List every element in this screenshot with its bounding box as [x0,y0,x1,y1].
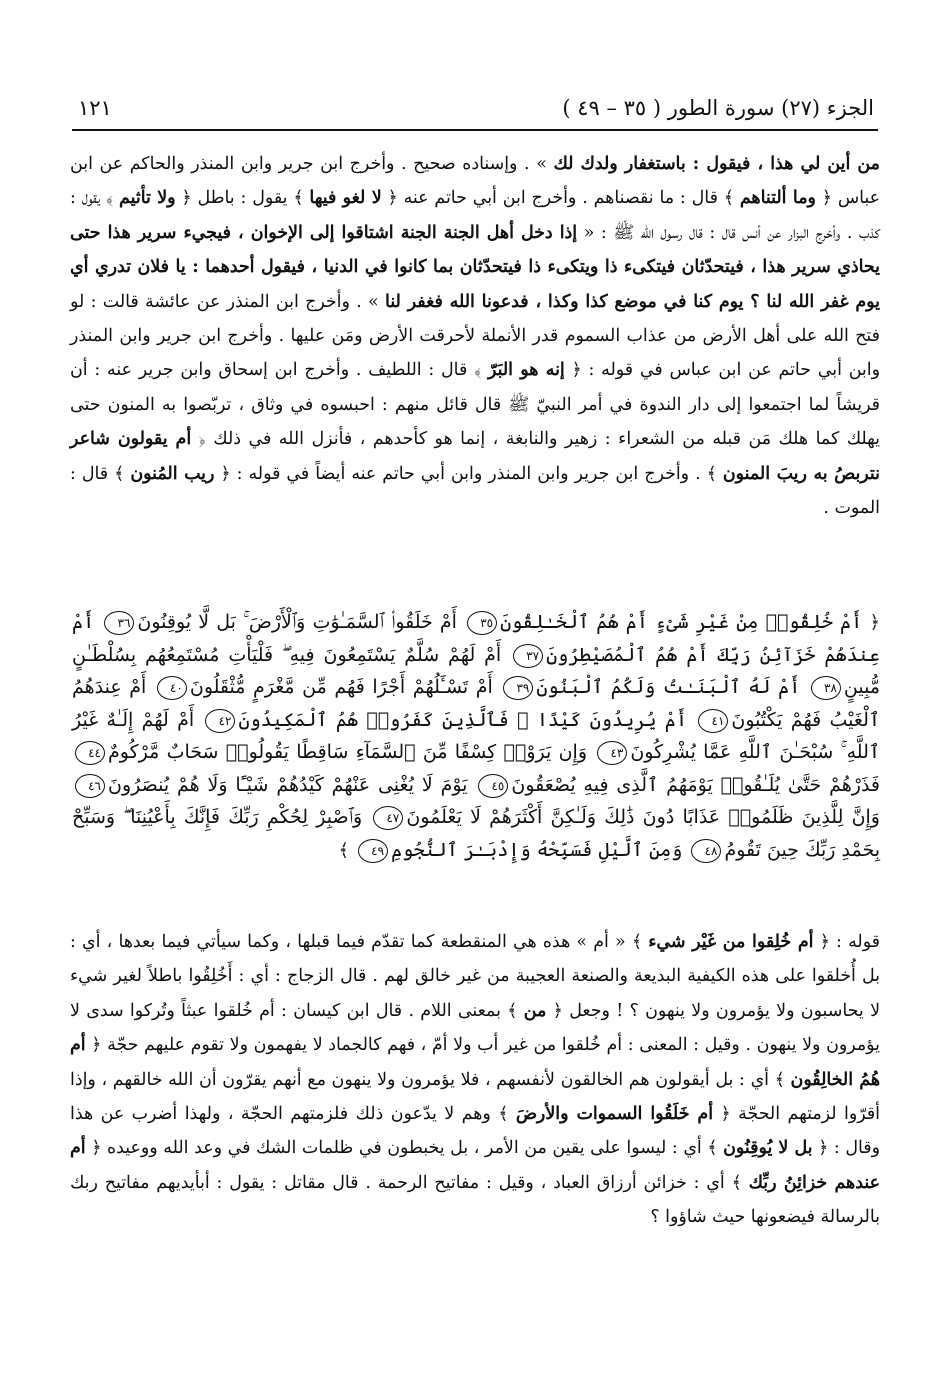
commentary-bottom-run: ﴾ أي : ليسوا على يقين من الأمر ، بل يخبطون في ظلمات الشك في وعد الله ووعيده ﴿ [85,1138,724,1159]
quran-verses-block [72,606,880,866]
running-head: الجزء (٢٧) سورة الطور ( ٣٥ – ٤٩ ) [562,96,874,120]
commentary-top-run: ﴾ . وأخرج ابن جرير وابن المنذر وابن أبي حاتم عنه أيضاً في قوله : ﴿ [214,463,723,484]
ayah-text: وَمِنَ ٱلَّيْلِ فَسَبِّحْهُ وَإِدْبَـٰرَ ٱلنُّجُومِ [391,838,683,861]
commentary-top-bold-run: ريب المُنون [130,463,215,484]
commentary-top-run: » . وأخرج ابن المنذر عن عائشة قالت : لو فتح الله على أهل الأرض من عذاب السموم قدر الأنملة لأحرقت الأرض ومَن عليها . وأخرج ابن جرير وابن المنذر وابن أبي حاتم عن ابن عباس في قوله : ﴿ [70,291,880,381]
commentary-top-bold-run: من أين لي هذا ، فيقول : باستغفار ولدك لك [553,154,880,174]
ayah-number-marker: ٣٩ [503,676,533,700]
commentary-top-run: » . وإسناده صحيح . وأخرج ابن جرير وابن المنذر والحاكم عن ابن عباس ﴿ [70,154,880,209]
commentary-bottom-run: ﴾ أي : بل أيقولون هم الخالقون لأنفسهم ، فلا يؤمرون ولا ينهون مع أنهم يقرّون أن الله خالقهم ، وإذا أقرّوا لزمتهم الحجّة ﴿ [70,1069,880,1125]
commentary-bottom-run: ﴾ وهم لا يدّعون ذلك فلزمتهم الحجّة ، ولهذا أضرب عن هذا وقال : ﴿ [70,1104,880,1159]
commentary-top-bold-run: ولا تأثيم [119,188,176,209]
commentary-top-run: ﴾ يقول : كذب . وأخرج البزار عن أنس قال : قال رسول الله ﷺ : « [70,188,881,243]
commentary-top-bold-run: إنه هو البَرّ [488,360,565,381]
ayah-number-marker: ٣٦ [104,611,134,635]
ayah-text: أَمْ خَلَقُوا۟ ٱلسَّمَـٰوَٰتِ وَٱلْأَرْضَ ۚ بَل لَّا يُوقِنُونَ [137,611,457,633]
quran-close-bracket: ﴾ [338,839,350,861]
commentary-top-bold-run: وما ألتناهم [739,188,816,209]
page-header [78,86,874,126]
ayah-number-marker: ٤٢ [205,709,235,733]
ayah-number-marker: ٣٧ [513,644,543,668]
commentary-bottom-bold-run: من [523,1000,547,1021]
commentary-paragraph-bottom [70,925,880,1235]
ayah-number-marker: ٤١ [698,709,728,733]
commentary-bottom-bold-run: بل لا يُوقِنُون [723,1138,813,1159]
commentary-bottom-bold-run: أم هُمُ الخالِقُون [70,1035,880,1090]
commentary-top-bold-run: لا لغو فيها [309,188,382,209]
ayah-number-marker: ٤٤ [75,741,105,765]
commentary-bottom-run: ﴾ بمعنى اللام . قال ابن كيسان : أم خُلقوا عبثاً وتُركوا سدى لا يؤمرون ولا ينهون . وقيل : المعنى : أم خُلقوا من غير أب ولا أمّ ، فهم كالجماد لا يفهمون ولا تقوم عليهم حجّة ﴿ [70,1000,880,1056]
commentary-bottom-run: ﴾ أي : خزائن أرزاق العباد ، وقيل : مفاتيح الرحمة . قال مقاتل : يقول : أبأيديهم مفاتيح ربك بالرسالة فيضعونها حيث شاؤوا ؟ [70,1172,880,1228]
commentary-bottom-bold-run: أم خُلِقوا من غَيْر شيء [648,932,814,952]
commentary-paragraph-top [70,147,880,525]
commentary-top-bold-run: إذا دخل أهل الجنة الجنة اشتاقوا إلى الإخوان ، فيجيء سرير هذا حتى يحاذي سرير هذا ، فيتحدّثان فيتكىء ذا ويتكىء ذا فيتحدّثان بما كانوا في الدنيا ، فيقول أحدهما : يا فلان تدري أي يوم غفر الله لنا ؟ يوم كنا في موضع كذا وكذا ، فدعونا الله فغفر لنا [70,222,881,312]
commentary-bottom-run: ﴾ « أم » هذه هي المنقطعة كما تقدّم فيما قبلها ، وكما سيأتي فيما بعدها ، أي : بل أُخلقوا على هذه الكيفية البديعة والصنعة العجيبة من غير خالق لهم . قال الزجاج : أي : أَخُلِقُوا باطلاً لغير شيء لا يحاسبون ولا يؤمرون ولا ينهون ؟ ! وجعل ﴿ [70,932,880,1021]
ayah-text: وَإِن يَرَوْا۟ كِسْفًا مِّنَ ٱلسَّمَآءِ سَاقِطًا يَقُولُوا۟ سَحَابٌ مَّرْكُومٌ [108,741,587,763]
commentary-bottom-bold-run: أم عندهم خزائِنُ ربِّك [70,1138,880,1193]
ayah-text: أَمْ خُلِقُوا۟ مِنْ غَيْرِ شَىْءٍ أَمْ هُمُ ٱلْخَـٰلِقُونَ [500,611,863,633]
ayah-number-marker: ٤٥ [478,774,508,798]
ayah-number-marker: ٤٧ [373,806,403,830]
commentary-top-run: ﴾ قال : اللطيف . وأخرج ابن إسحاق وابن جرير عنه : أن قريشاً لما اجتمعوا إلى دار الندوة في أمر النبيّ ﷺ قال قائل منهم : احبسوه في وثاق ، تربّصوا به المنون حتى يهلك كما هلك مَن قبله من الشعراء : زهير والنابغة ، إنما هو كأحدهم ، فأنزل الله في ذلك ﴿ [70,360,880,450]
ayah-number-marker: ٤٣ [597,741,627,765]
ayah-number-marker: ٤٨ [691,839,721,863]
commentary-top-run: ﴾ قال : الموت . [70,463,880,519]
ayah-text: أَمْ يُرِيدُونَ كَيْدًا ۖ فَٱلَّذِينَ كَفَرُوا۟ هُمُ ٱلْمَكِيدُونَ [238,708,688,731]
commentary-bottom-run: قوله : ﴿ [813,932,880,952]
commentary-top-bold-run: أم يقولون شاعر نتربصُ به ريبَ المنون [70,429,880,484]
ayah-text: أَمْ تَسْـَٔلُهُمْ أَجْرًا فَهُم مِّن مَّغْرَمٍ مُّثْقَلُونَ [189,676,493,698]
ayah-number-marker: ٤٦ [75,774,105,798]
commentary-bottom-bold-run: أم خَلَقُوا السموات والأرضَ [515,1104,714,1125]
ayah-text: فَذَرْهُمْ حَتَّىٰ يُلَـٰقُوا۟ يَوْمَهُمُ ٱلَّذِى فِيهِ يُصْعَقُونَ [511,773,880,796]
ayah-text: يَوْمَ لَا يُغْنِى عَنْهُمْ كَيْدُهُمْ شَيْـًٔا وَلَا هُمْ يُنصَرُونَ [108,773,468,796]
ayah-text: أَمْ لَهُ ٱلْبَنَـٰتُ وَلَكُمُ ٱلْبَنُونَ [536,676,801,698]
ayah-text: أَمْ لَهُمْ إِلَـٰهٌ غَيْرُ ٱللَّهِ ۚ سُبْحَـٰنَ ٱللَّهِ عَمَّا يُشْرِكُونَ [72,708,880,763]
ayah-number-marker: ٤٩ [358,839,388,863]
ayah-text: وَإِنَّ لِلَّذِينَ ظَلَمُوا۟ عَذَابًا دُونَ ذَٰلِكَ وَلَـٰكِنَّ أَكْثَرَهُمْ لَا يَعْلَمُونَ [406,806,880,828]
ayah-text: أَمْ لَهُمْ سُلَّمٌ يَسْتَمِعُونَ فِيهِ ۖ فَلْيَأْتِ مُسْتَمِعُهُم بِسُلْطَـٰنٍ مُّبِينٍ [72,643,881,698]
ayah-text: وَٱصْبِرْ لِحُكْمِ رَبِّكَ فَإِنَّكَ بِأَعْيُنِنَا ۖ وَسَبِّحْ بِحَمْدِ رَبِّكَ حِينَ تَقُومُ [72,806,880,861]
ayah-number-marker: ٤٠ [157,676,187,700]
ayah-text: أَمْ عِندَهُمُ ٱلْغَيْبُ فَهُمْ يَكْتُبُونَ [72,676,880,731]
commentary-top-run: ﴾ قال : ما نقصناهم . وأخرج ابن أبي حاتم عنه ﴿ [381,188,740,209]
quran-open-bracket: ﴿ [869,612,880,633]
ayah-number-marker: ٣٥ [467,611,497,635]
header-divider [72,129,878,131]
ayah-text: أَمْ عِندَهُمْ خَزَآئِنُ رَبِّكَ أَمْ هُمُ ٱلْمُصَيْطِرُونَ [72,611,880,666]
commentary-top-run: ﴾ يقول : باطل ﴿ [175,188,310,209]
page-number: ١٢١ [78,96,112,120]
ayah-number-marker: ٣٨ [811,676,841,700]
